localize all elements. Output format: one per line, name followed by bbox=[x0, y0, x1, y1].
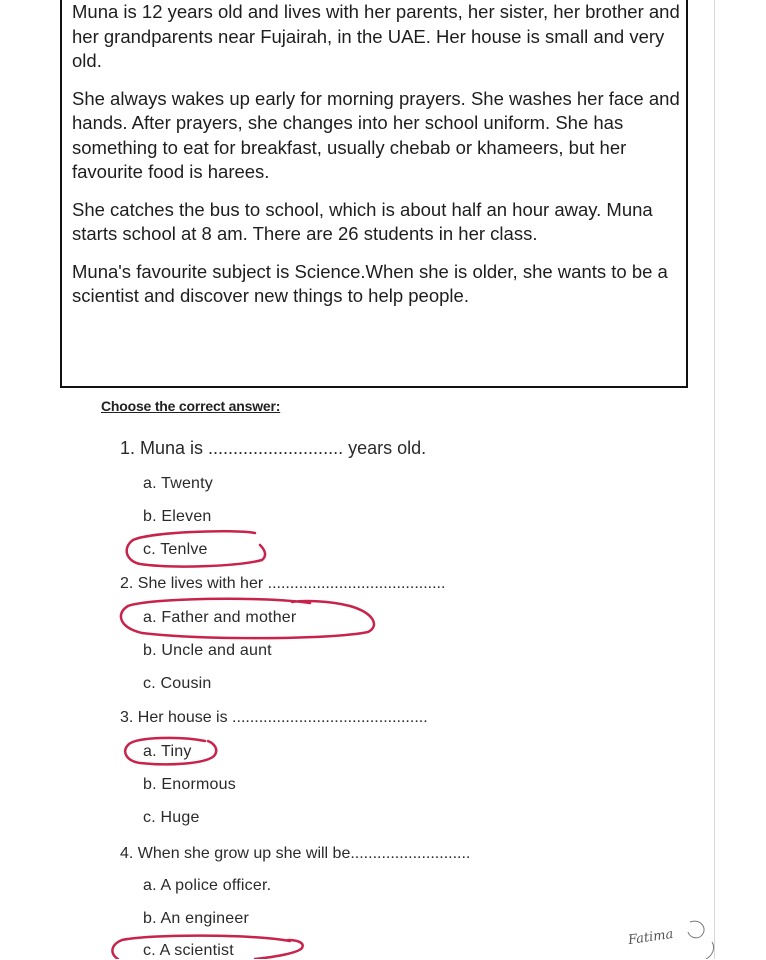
question-4-option-c[interactable]: c. A scientist bbox=[143, 942, 234, 959]
passage-paragraph-3: She catches the bus to school, which is about half an hour away. Muna starts school at 8 am. There are 26 students in her class. bbox=[72, 198, 653, 244]
question-4: 4. When she grow up she will be........................... bbox=[120, 845, 471, 862]
reading-passage bbox=[60, 0, 688, 388]
question-1-option-a[interactable]: a. Twenty bbox=[143, 475, 213, 492]
page-edge bbox=[714, 0, 715, 959]
question-1: 1. Muna is ........................... years old. bbox=[120, 438, 427, 458]
question-2: 2. She lives with her ........................................ bbox=[120, 575, 446, 592]
question-4-option-a[interactable]: a. A police officer. bbox=[143, 877, 272, 894]
quiz-heading: Choose the correct answer: bbox=[101, 398, 281, 414]
passage-paragraph-2: She always wakes up early for morning prayers. She washes her face and hands. After prayers, she changes into her school uniform. She has something to eat for breakfast, usually chebab or khameers, but her favourite food is harees. bbox=[72, 87, 680, 182]
signature-doodle bbox=[688, 921, 714, 959]
question-2-option-c[interactable]: c. Cousin bbox=[143, 675, 212, 692]
question-1-option-c[interactable]: c. Tenlve bbox=[143, 541, 208, 558]
passage-paragraph-4: Muna's favourite subject is Science.When she is older, she wants to be a scientist and discover new things to help people. bbox=[72, 260, 668, 306]
question-3-option-b[interactable]: b. Enormous bbox=[143, 776, 236, 793]
passage-paragraph-1: Muna is 12 years old and lives with her parents, her sister, her brother and her grandparents near Fujairah, in the UAE. Her house is small and very old. bbox=[72, 1, 680, 71]
question-3-option-a[interactable]: a. Tiny bbox=[143, 743, 192, 760]
watermark-signature: Fatima bbox=[627, 926, 675, 949]
question-3: 3. Her house is ............................................ bbox=[120, 709, 428, 726]
question-3-option-c[interactable]: c. Huge bbox=[143, 809, 200, 826]
question-2-option-b[interactable]: b. Uncle and aunt bbox=[143, 642, 272, 659]
question-4-option-b[interactable]: b. An engineer bbox=[143, 910, 249, 927]
question-2-option-a[interactable]: a. Father and mother bbox=[143, 609, 297, 626]
question-1-option-b[interactable]: b. Eleven bbox=[143, 508, 212, 525]
